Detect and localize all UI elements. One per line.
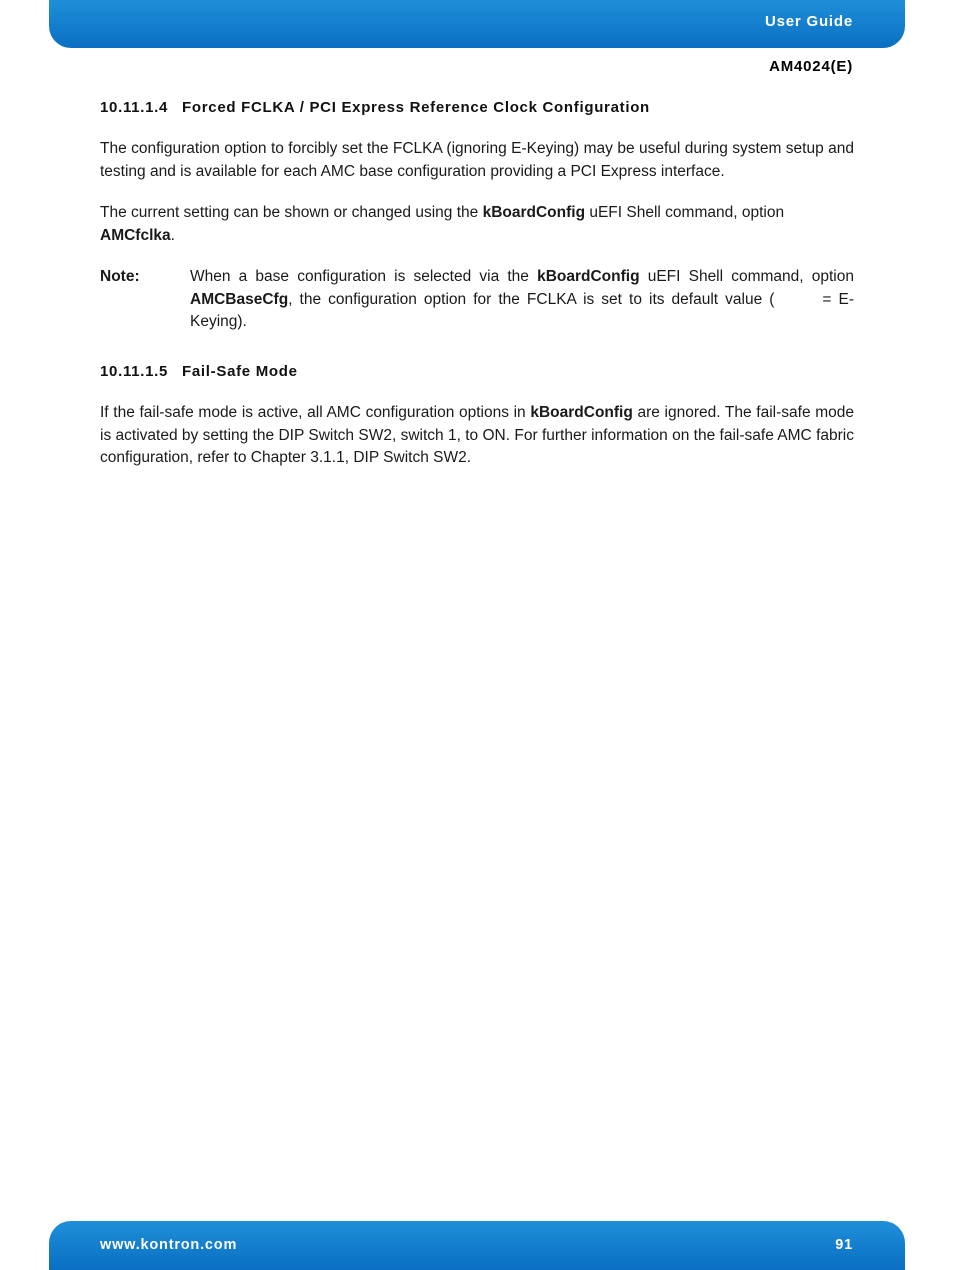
paragraph-failsafe [100,402,854,470]
text: The current setting can be shown or changed using the [100,204,483,221]
paragraph-fclka-setting [100,202,854,247]
section-heading-failsafe [100,363,298,380]
command-name: kBoardConfig [530,404,633,421]
product-name: AM4024(E) [769,58,853,75]
website-link[interactable]: www.kontron.com [100,1237,238,1253]
section-number: 10.11.1.5 [100,363,169,380]
text: are ignored. The fail-safe mode is activated by setting the DIP Switch SW2, switch 1, to ON. For further information on the fail-safe AMC fabric configuration, refer to Chapter 3.1.1, DIP Switch SW2. [100,404,854,467]
section-title: Fail-Safe Mode [182,363,298,380]
text: uEFI Shell command, option [639,268,854,285]
section-heading-fclka [100,99,650,116]
header-bar [49,0,905,48]
section-number: 10.11.1.4 [100,99,169,116]
text: If the fail-safe mode is active, all AMC configuration options in [100,404,531,421]
note-label: Note: [100,268,140,285]
option-name: AMCfclka [100,226,171,244]
section-title: Forced FCLKA / PCI Express Reference Clock Configuration [182,99,650,116]
footer-bar [49,1221,905,1270]
paragraph-fclka-intro: The configuration option to forcibly set the FCLKA (ignoring E-Keying) may be useful during system setup and testing and is available for each AMC base configuration providing a PCI Express interface. [100,140,854,180]
text: , the configuration option for the FCLKA is set to its default value ( [288,290,775,308]
note-body [190,266,854,334]
command-name: kBoardConfig [537,268,640,285]
text: When a base configuration is selected via the [190,268,538,285]
page-number: 91 [835,1237,853,1253]
document-type-title: User Guide [764,13,853,30]
text: = E-Keying). [190,290,854,331]
text: . [170,226,175,244]
option-name: AMCBaseCfg [190,290,289,308]
text: uEFI Shell command, option [585,204,785,221]
command-name: kBoardConfig [482,204,586,221]
